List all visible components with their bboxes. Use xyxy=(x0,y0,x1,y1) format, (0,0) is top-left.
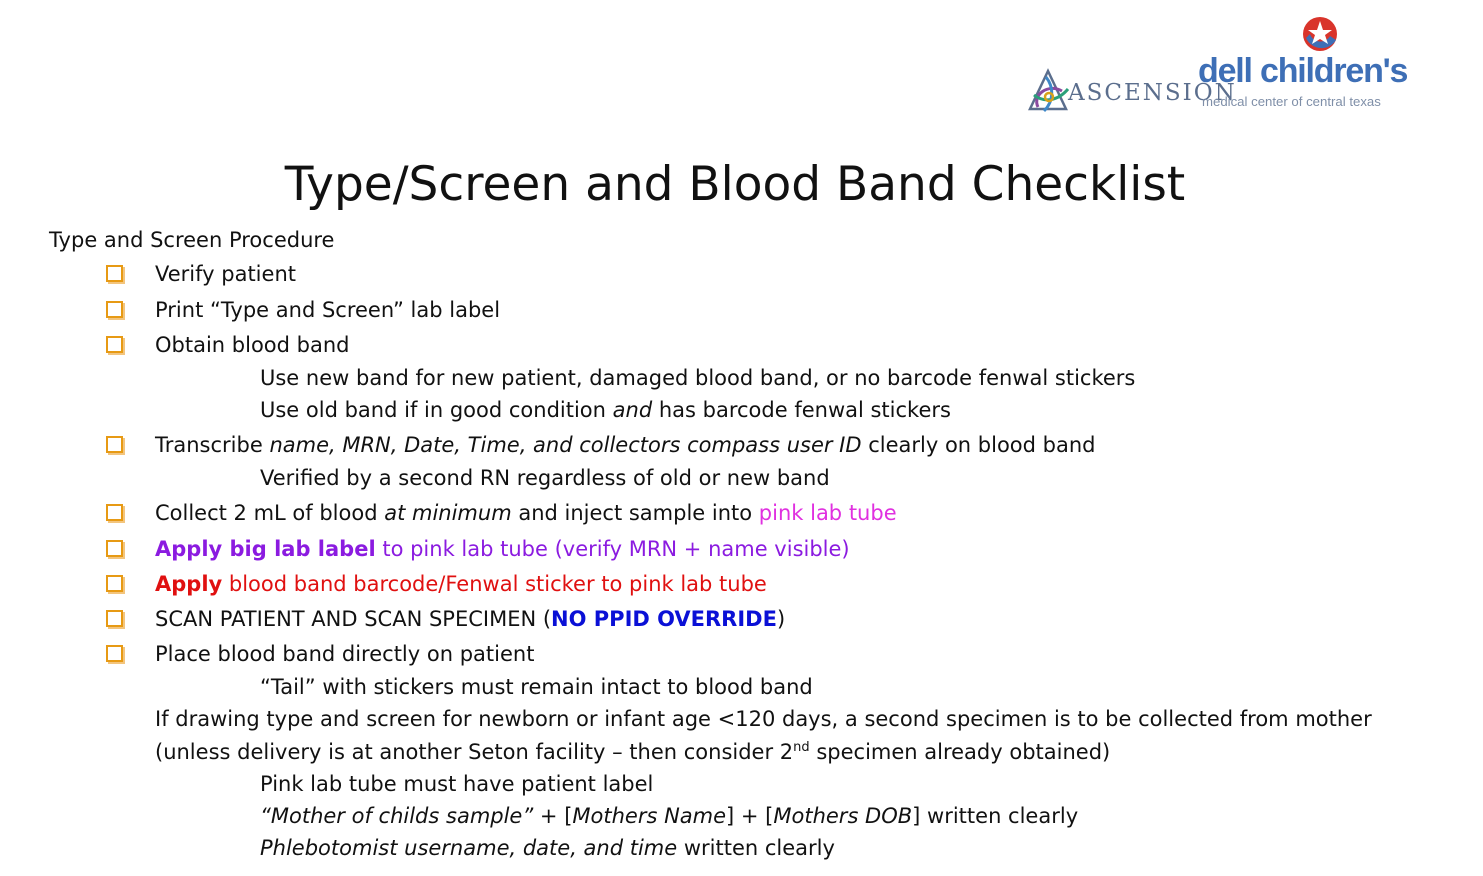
item-apply-barcode: Apply blood band barcode/Fenwal sticker to pink lab tube xyxy=(155,572,767,596)
page-title: Type/Screen and Blood Band Checklist xyxy=(284,157,1186,212)
subitem-new-band: Use new band for new patient, damaged blood band, or no barcode fenwal stickers xyxy=(260,366,1136,390)
subitem-pink-tube-label: Pink lab tube must have patient label xyxy=(260,772,654,796)
item-place-band: Place blood band directly on patient xyxy=(155,642,535,666)
checkbox-apply-label[interactable] xyxy=(106,540,123,557)
checkbox-transcribe[interactable] xyxy=(106,436,123,453)
checkbox-verify-patient[interactable] xyxy=(106,265,123,282)
item-scan: SCAN PATIENT AND SCAN SPECIMEN (NO PPID OVERRIDE) xyxy=(155,607,786,631)
ascension-mark-icon xyxy=(1022,67,1074,115)
newborn-note-line2: (unless delivery is at another Seton facility – then consider 2nd specimen already obtained) xyxy=(155,740,1111,764)
subitem-mother-sample: “Mother of childs sample” + [Mothers Name] + [Mothers DOB] written clearly xyxy=(260,804,1079,828)
item-verify-patient: Verify patient xyxy=(155,262,296,286)
newborn-note-line1: If drawing type and screen for newborn or infant age <120 days, a second specimen is to be collected from mother xyxy=(155,707,1372,731)
checkbox-collect-blood[interactable] xyxy=(106,504,123,521)
item-collect-blood: Collect 2 mL of blood at minimum and inject sample into pink lab tube xyxy=(155,501,897,525)
checkbox-scan[interactable] xyxy=(106,610,123,627)
checkbox-place-band[interactable] xyxy=(106,645,123,662)
dell-childrens-tagline: medical center of central texas xyxy=(1202,94,1381,109)
item-apply-label: Apply big lab label to pink lab tube (verify MRN + name visible) xyxy=(155,537,850,561)
checkbox-print-label[interactable] xyxy=(106,301,123,318)
section-heading: Type and Screen Procedure xyxy=(49,228,335,252)
subitem-tail-stickers: “Tail” with stickers must remain intact to blood band xyxy=(260,675,813,699)
dell-childrens-logo xyxy=(1196,14,1416,114)
item-obtain-band: Obtain blood band xyxy=(155,333,350,357)
dell-childrens-wordmark: dell children's xyxy=(1198,52,1408,90)
ascension-wordmark: ASCENSION xyxy=(1068,80,1237,106)
checkbox-apply-barcode[interactable] xyxy=(106,575,123,592)
subitem-verified-second-rn: Verified by a second RN regardless of old or new band xyxy=(260,466,830,490)
item-transcribe: Transcribe name, MRN, Date, Time, and collectors compass user ID clearly on blood band xyxy=(155,433,1096,457)
subitem-phlebotomist: Phlebotomist username, date, and time written clearly xyxy=(260,836,835,860)
subitem-old-band: Use old band if in good condition and has barcode fenwal stickers xyxy=(260,398,951,422)
item-print-label: Print “Type and Screen” lab label xyxy=(155,298,501,322)
checkbox-obtain-band[interactable] xyxy=(106,336,123,353)
star-circle-icon xyxy=(1300,14,1340,54)
